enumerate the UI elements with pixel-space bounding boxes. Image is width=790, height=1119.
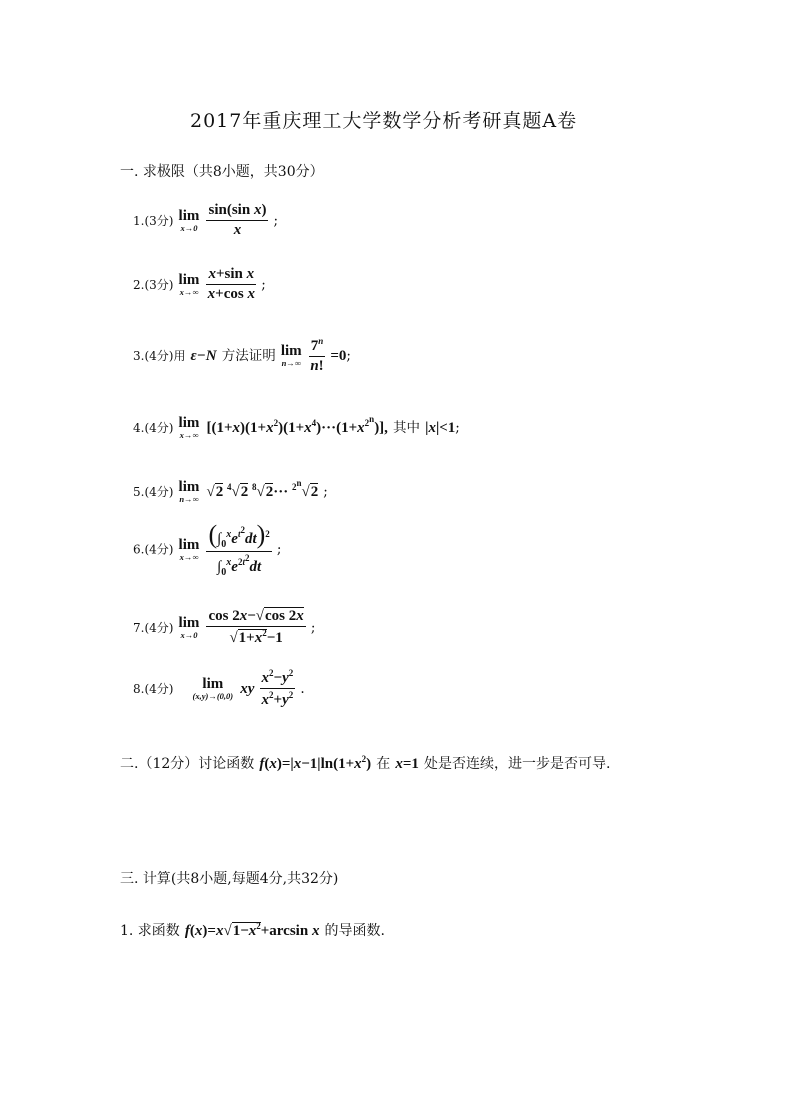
section-2-mid: 在 (376, 756, 391, 772)
section-3-item-1: 1. 求函数 $f(x)=x√1-x^2+\arcsin$ x 的导函数. (120, 921, 385, 939)
limit-item-7: 7.(4分) lim x→0 $\frac{\cos 2x-√\cos 2x}{√1+x^2-1}$ ; (133, 608, 316, 646)
item-label: 8.(4分) (133, 682, 174, 696)
item-label: 3.(4分)用 (133, 349, 186, 363)
fraction: $\frac{x^2-y^2}{x^2+y^2}$ (261, 668, 294, 708)
section-1-heading: 一. 求极限（共8小题，共30分） (120, 164, 324, 180)
item-label: 2.(3分) (133, 278, 174, 292)
item-text: 其中 (393, 420, 421, 436)
item-label: 5.(4分) (133, 485, 174, 499)
lim-operator: lim x→∞ (178, 272, 200, 297)
limit-item-4: 4.(4分) lim x→∞ $[(1+x)(1+x^2)(1+x^4)\cdot\cdot\cdot(1+x^{2^n})]$, 其中 |x|<1; (133, 414, 460, 440)
fraction: $\frac{\text{sin(sin x)}}{x}$ (208, 202, 267, 238)
limit-item-6: 6.(4分) lim x→∞ $\frac{(\int_0^xe^{t^2}dt)^2}{\int_0^xe^{2t^2}dt}$ ; (133, 520, 282, 578)
limit-item-1: 1.(3分) lim x→0 $\frac{\text{sin(sin x)}}{x}$ ; (133, 202, 279, 238)
section-2: 二.（12分）讨论函数 $f(x)=|x-1|\ln(1+x^2)$ 在 x=1 处是否连续，进一步是否可导. (120, 754, 611, 772)
limit-item-2: 2.(3分) lim x→∞ $\frac{\text{x+sin x}}{\text{x+cos x}}$ ; (133, 266, 266, 302)
lim-operator: lim (x,y)→(0,0) (192, 676, 234, 701)
fraction: $\frac{\cos 2x-√\cos 2x}{√1+x^2-1}$ (208, 608, 304, 646)
section-2-prefix: 二.（12分）讨论函数 (120, 756, 255, 772)
item-text: 方法证明 (221, 348, 276, 364)
lim-operator: lim x→0 (178, 615, 200, 640)
section-3-heading: 三. 计算(共8小题,每题4分,共32分) (120, 871, 339, 887)
fraction: $\frac{7^n}{n!}$ (310, 336, 324, 374)
fraction: $\frac{(\int_0^xe^{t^2}dt)^2}{\int_0^xe^{2t^2}dt}$ (208, 520, 270, 578)
lim-operator: lim x→0 (178, 208, 200, 233)
item-prefix: 1. 求函数 (120, 923, 180, 939)
lim-operator: lim n→∞ (280, 343, 302, 368)
limit-item-3: 3.(4分)用 ε−N 方法证明 lim n→∞ $\frac{7^n}{n!}$ =0; (133, 336, 351, 374)
limit-item-5: 5.(4分) lim n→∞ √2 $^4$√2 $^8$√2··· $^{2^n}$√2 ; (133, 478, 328, 504)
limit-item-8: 8.(4分) lim (x,y)→(0,0) xy $\frac{x^2-y^2}{x^2+y^2}$ . (133, 668, 305, 708)
fraction: $\frac{\text{x+sin x}}{\text{x+cos x}}$ (207, 266, 255, 302)
lim-operator: lim x→∞ (178, 536, 200, 562)
lim-operator: lim n→∞ (178, 479, 200, 504)
item-label: 4.(4分) (133, 421, 174, 435)
item-label: 7.(4分) (133, 621, 174, 635)
item-label: 1.(3分) (133, 214, 174, 228)
section-2-suffix: 处是否连续，进一步是否可导. (423, 756, 611, 772)
page-title: 2017年重庆理工大学数学分析考研真题A卷 (190, 110, 578, 132)
lim-operator: lim x→∞ (178, 415, 200, 440)
item-label: 6.(4分) (133, 542, 174, 557)
item-suffix: 的导函数. (324, 923, 385, 939)
